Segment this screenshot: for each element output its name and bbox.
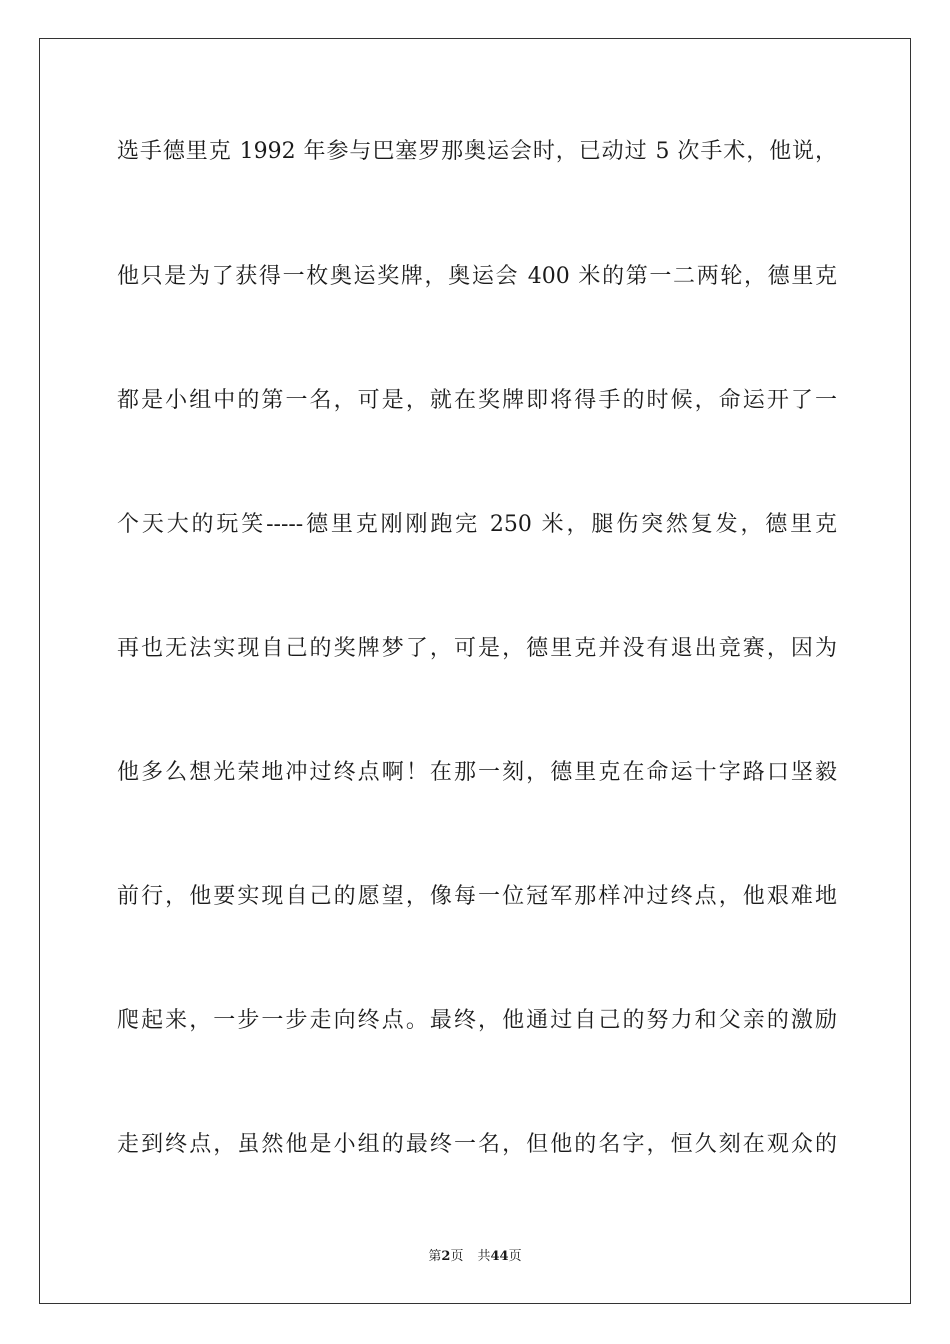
text-line: 爬起来，一步一步走向终点。最终，他通过自己的努力和父亲的激励 xyxy=(117,1008,837,1033)
text-line: 选手德里克 1992 年参与巴塞罗那奥运会时，已动过 5 次手术，他说， xyxy=(117,139,837,164)
total-pages: 44 xyxy=(490,1249,509,1264)
total-pages-indicator xyxy=(477,1249,521,1264)
page-suffix: 页 xyxy=(450,1249,464,1264)
text-line: 他多么想光荣地冲过终点啊！在那一刻，德里克在命运十字路口坚毅 xyxy=(117,760,837,785)
page-prefix: 第 xyxy=(428,1249,442,1264)
total-prefix: 共 xyxy=(477,1249,491,1264)
page-indicator xyxy=(428,1249,463,1264)
text-line: 个天大的玩笑-----德里克刚刚跑完 250 米，腿伤突然复发，德里克 xyxy=(117,512,837,537)
text-line: 走到终点，虽然他是小组的最终一名，但他的名字，恒久刻在观众的 xyxy=(117,1132,837,1157)
text-line: 都是小组中的第一名，可是，就在奖牌即将得手的时候，命运开了一 xyxy=(117,388,837,413)
text-line: 他只是为了获得一枚奥运奖牌，奥运会 400 米的第一二两轮，德里克 xyxy=(117,264,837,289)
text-line: 再也无法实现自己的奖牌梦了，可是，德里克并没有退出竞赛，因为 xyxy=(117,636,837,661)
total-suffix: 页 xyxy=(508,1249,522,1264)
page-footer xyxy=(0,1248,950,1266)
page-number: 2 xyxy=(441,1249,451,1264)
text-line: 前行，他要实现自己的愿望，像每一位冠军那样冲过终点，他艰难地 xyxy=(117,884,837,909)
